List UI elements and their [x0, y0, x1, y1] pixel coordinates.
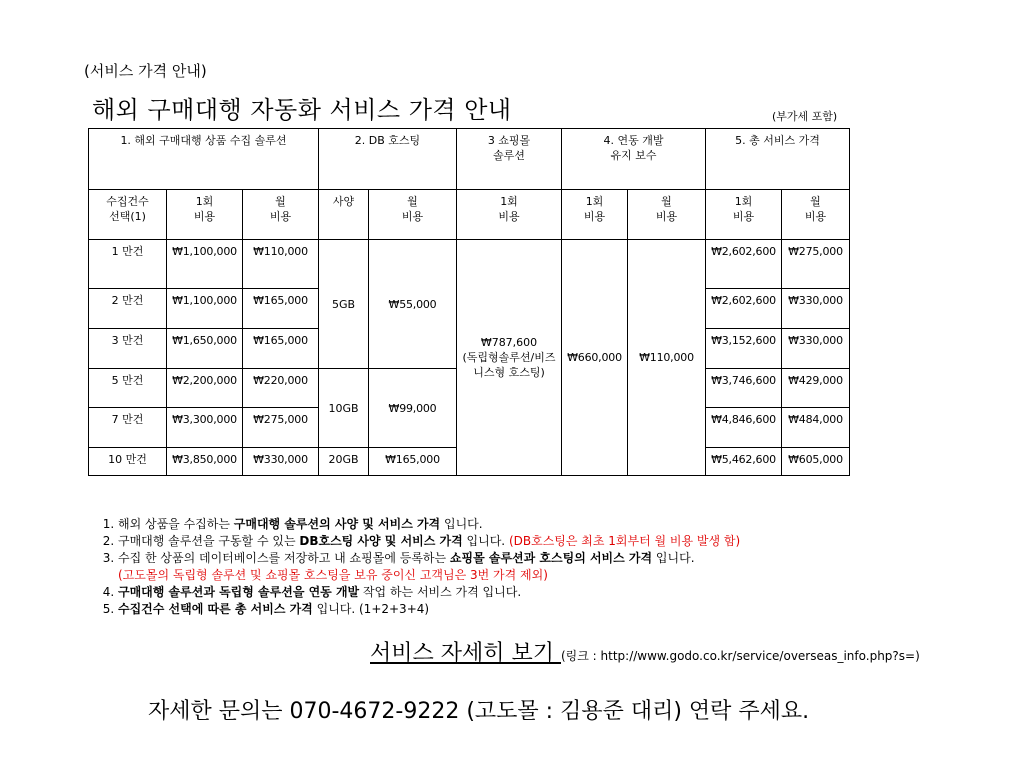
note-emphasis: 구매대행 솔루션의 사양 및 서비스 가격	[233, 517, 441, 531]
page-title: 해외 구매대행 자동화 서비스 가격 안내	[92, 96, 512, 124]
sub-header-db-monthly: 월 비용	[369, 190, 457, 240]
once-cost-cell: ₩2,200,000	[167, 369, 243, 408]
once-cost-cell: ₩3,850,000	[167, 448, 243, 476]
count-cell: 3 만건	[89, 329, 167, 369]
sub-heading: (서비스 가격 안내)	[84, 62, 207, 80]
once-cost-cell: ₩1,100,000	[167, 240, 243, 289]
note-text: 입니다.	[652, 551, 695, 565]
note-emphasis: 수집건수 선택에 따른 총 서비스 가격	[118, 602, 313, 616]
contact-info: 자세한 문의는 070-4672-9222 (고도몰 : 김용준 대리) 연락 주세요.	[148, 699, 810, 724]
once-cost-cell: ₩1,100,000	[167, 289, 243, 329]
sub-header-total-once: 1회 비용	[706, 190, 782, 240]
note-emphasis: 구매대행 솔루션과 독립형 솔루션을 연동 개발	[118, 585, 360, 599]
sub-header-spec: 사양	[319, 190, 369, 240]
count-cell: 5 만건	[89, 369, 167, 408]
note-text: 입니다.	[440, 517, 483, 531]
db-spec-cell: 20GB	[319, 448, 369, 476]
total-once-cell: ₩2,602,600	[706, 289, 782, 329]
count-cell: 10 만건	[89, 448, 167, 476]
sub-header-integration-monthly: 월 비용	[628, 190, 706, 240]
monthly-cost-cell: ₩330,000	[243, 448, 319, 476]
group-header-row	[89, 129, 850, 190]
sub-header-integration-once: 1회 비용	[562, 190, 628, 240]
once-cost-cell: ₩1,650,000	[167, 329, 243, 369]
total-once-cell: ₩3,152,600	[706, 329, 782, 369]
total-monthly-cell: ₩330,000	[782, 289, 850, 329]
db-monthly-cell: ₩165,000	[369, 448, 457, 476]
total-monthly-cell: ₩429,000	[782, 369, 850, 408]
monthly-cost-cell: ₩165,000	[243, 289, 319, 329]
note-item	[118, 516, 918, 533]
count-cell: 2 만건	[89, 289, 167, 329]
note-emphasis: 쇼핑몰 솔루션과 호스팅의 서비스 가격	[449, 551, 653, 565]
integration-once-cell: ₩660,000	[562, 240, 628, 476]
shop-solution-cell: ₩787,600 (독립형솔루션/비즈니스형 호스팅)	[457, 240, 562, 476]
notes-list	[90, 516, 918, 618]
total-monthly-cell: ₩330,000	[782, 329, 850, 369]
total-monthly-cell: ₩275,000	[782, 240, 850, 289]
note-item	[118, 550, 918, 584]
note-item	[118, 584, 918, 601]
note-warning: (고도몰의 독립형 솔루션 및 쇼핑몰 호스팅을 보유 중이신 고객님은 3번 가격 제외)	[118, 568, 548, 582]
vat-note: (부가세 포함)	[772, 110, 838, 123]
note-text: 입니다.	[462, 534, 509, 548]
group-header-total: 5. 총 서비스 가격	[706, 129, 850, 190]
sub-header-once: 1회 비용	[167, 190, 243, 240]
once-cost-cell: ₩3,300,000	[167, 408, 243, 448]
note-text: 작업 하는 서비스 가격 입니다.	[359, 585, 522, 599]
total-monthly-cell: ₩605,000	[782, 448, 850, 476]
db-monthly-cell: ₩99,000	[369, 369, 457, 448]
count-cell: 7 만건	[89, 408, 167, 448]
price-table	[88, 128, 850, 476]
total-once-cell: ₩4,846,600	[706, 408, 782, 448]
sub-header-shop-once: 1회 비용	[457, 190, 562, 240]
sub-header-monthly: 월 비용	[243, 190, 319, 240]
table-row	[89, 240, 850, 289]
total-once-cell: ₩2,602,600	[706, 240, 782, 289]
sub-header-count: 수집건수 선택(1)	[89, 190, 167, 240]
note-text: 구매대행 솔루션을 구동할 수 있는	[118, 534, 300, 548]
service-detail-link-area	[370, 636, 920, 667]
monthly-cost-cell: ₩220,000	[243, 369, 319, 408]
note-text: 입니다. (1+2+3+4)	[312, 602, 430, 616]
note-text: 해외 상품을 수집하는	[118, 517, 234, 531]
total-once-cell: ₩3,746,600	[706, 369, 782, 408]
note-item	[118, 601, 918, 618]
note-emphasis: DB호스팅 사양 및 서비스 가격	[299, 534, 463, 548]
db-spec-cell: 10GB	[319, 369, 369, 448]
total-monthly-cell: ₩484,000	[782, 408, 850, 448]
note-text: 수집 한 상품의 데이터베이스를 저장하고 내 쇼핑몰에 등록하는	[118, 551, 450, 565]
integration-monthly-cell: ₩110,000	[628, 240, 706, 476]
monthly-cost-cell: ₩165,000	[243, 329, 319, 369]
db-monthly-cell: ₩55,000	[369, 240, 457, 369]
service-detail-url: (링크 : http://www.godo.co.kr/service/overseas_info.php?s=)	[561, 649, 920, 663]
note-warning: (DB호스팅은 최초 1회부터 월 비용 발생 함)	[508, 534, 741, 548]
db-spec-cell: 5GB	[319, 240, 369, 369]
group-header-shop-solution: 3 쇼핑몰 솔루션	[457, 129, 562, 190]
group-header-collection: 1. 해외 구매대행 상품 수집 솔루션	[89, 129, 319, 190]
service-detail-link[interactable]: 서비스 자세히 보기	[370, 641, 561, 666]
note-item	[118, 533, 918, 550]
monthly-cost-cell: ₩110,000	[243, 240, 319, 289]
monthly-cost-cell: ₩275,000	[243, 408, 319, 448]
group-header-integration: 4. 연동 개발 유지 보수	[562, 129, 706, 190]
group-header-db-hosting: 2. DB 호스팅	[319, 129, 457, 190]
count-cell: 1 만건	[89, 240, 167, 289]
total-once-cell: ₩5,462,600	[706, 448, 782, 476]
sub-header-row	[89, 190, 850, 240]
sub-header-total-monthly: 월 비용	[782, 190, 850, 240]
